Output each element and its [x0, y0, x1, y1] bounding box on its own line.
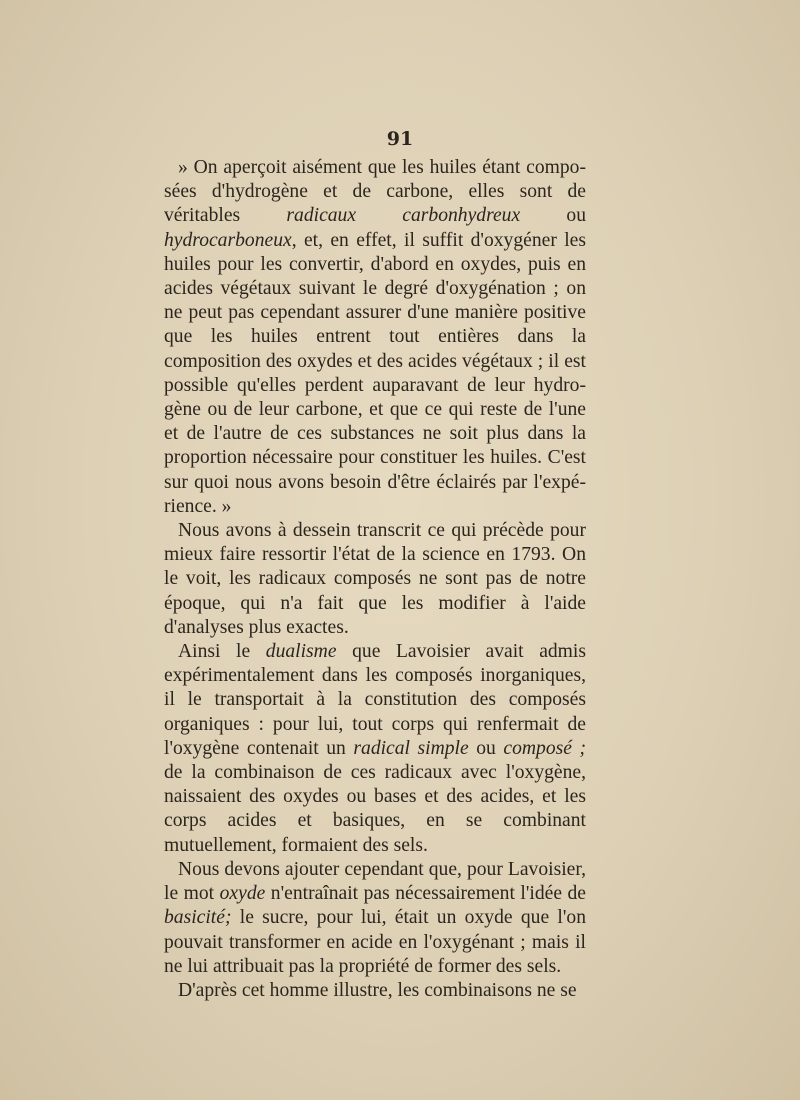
italic-term: oxyde — [219, 883, 266, 905]
paragraph — [164, 156, 586, 519]
text-segment: le sucre, pour lui, était un oxyde que l'on pouvait transformer en acide en l'oxygénant ; mais il ne lui attribuait pas la propriété de former des sels. — [164, 907, 586, 977]
italic-term: basicité; — [164, 907, 232, 929]
text-segment: Nous avons à dessein transcrit ce qui précède pour mieux faire ressortir l'état de la science en 1793. On le voit, les radicaux composés ne sont pas de notre époque, qui n'a fait que les modifier à l'aide d'analyses plus exactes. — [164, 520, 586, 638]
paragraph — [164, 640, 586, 858]
text-segment: n'entraînait pas nécessairement l'idée de — [265, 883, 587, 905]
page-number: 91 — [386, 128, 414, 150]
italic-term: dualisme — [265, 641, 337, 663]
text-segment: Ainsi le — [178, 641, 266, 663]
body-text — [164, 156, 586, 1003]
paragraph — [164, 979, 586, 1003]
italic-term: hydrocarboneux — [164, 229, 292, 251]
text-segment: Nous devons ajouter cependant que, pour Lavoisier, le mot — [164, 858, 586, 905]
italic-term: radicaux carbonhydreux — [286, 205, 521, 227]
text-segment: que Lavoisier avait admis expérimentalement dans les composés inorganiques, il le transportait à la constitution des composés organiques : pour lui, tout corps qui renfermait de l'oxygène contenait un — [164, 641, 586, 759]
italic-term: radical simple — [353, 737, 469, 759]
italic-term: composé ; — [503, 737, 587, 759]
text-segment: » On aperçoit aisément que les huiles étant composées d'hydrogène et de carbone, elles sont de véritables — [164, 157, 586, 227]
text-segment: de la combinaison de ces radicaux avec l'oxygène, naissaient des oxydes ou bases et des acides, et les corps acides et basiques, en se combinant mutuellement, formaient des sels. — [164, 762, 586, 856]
text-segment: ou — [468, 737, 504, 759]
text-segment: , et, en effet, il suffit d'oxygéner les huiles pour les convertir, d'abord en oxydes, puis en acides végétaux suivant le degré d'oxygénation ; on ne peut pas cependant assurer d'une manière positive que les huiles entrent tout entières dans la composition des oxydes et des acides végétaux ; il est possible qu'elles perdent auparavant de leur hydrogène ou de leur carbone, et que ce qui reste de l'une et de l'autre de ces substances ne soit plus dans la proportion nécessaire pour constituer les huiles. C'est sur quoi nous avons besoin d'être éclairés par l'expérience. » — [164, 229, 586, 517]
text-segment: ou — [520, 205, 586, 227]
text-segment: D'après cet homme illustre, les combinaisons ne se — [178, 979, 577, 1001]
paragraph — [164, 519, 586, 640]
paragraph — [164, 858, 586, 979]
